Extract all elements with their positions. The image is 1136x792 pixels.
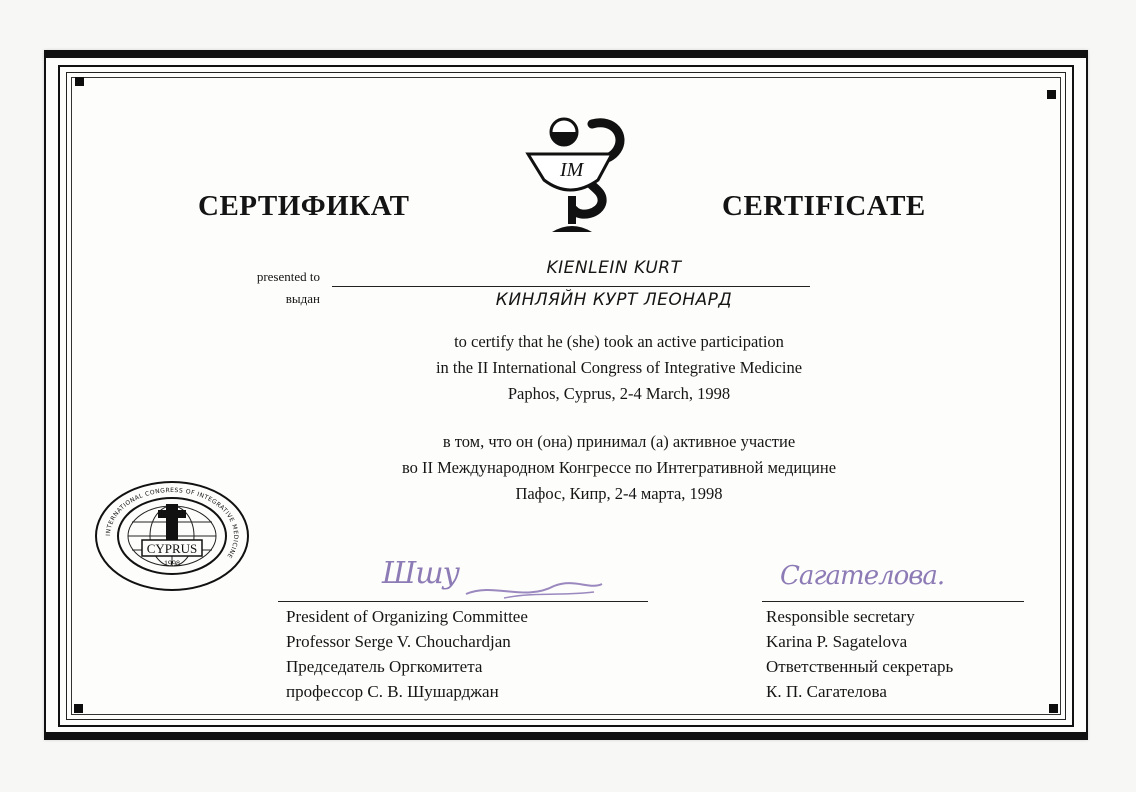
seal-ring-text: INTERNATIONAL CONGRESS OF INTEGRATIVE MEDICINE (104, 486, 240, 560)
recipient-name-en: KIENLEIN KURT (546, 258, 682, 278)
left-edge-line (44, 50, 46, 740)
emblem-text: IM (560, 159, 584, 181)
corner-square-icon (74, 704, 83, 713)
presented-to-label: presented to (256, 269, 320, 284)
signatory-line: профессор С. В. Шушарджан (286, 682, 499, 701)
congress-seal (92, 478, 252, 594)
text-line: to certify that he (she) took an active participation (454, 332, 784, 351)
signature-flourish-icon (464, 572, 604, 602)
certificate-paper (44, 50, 1088, 740)
top-edge-bar (44, 50, 1088, 58)
recipient-underline (332, 286, 810, 287)
corner-square-icon (1049, 704, 1058, 713)
signatory-line: Responsible secretary (766, 607, 915, 626)
certification-text-en (334, 329, 904, 407)
title-en: CERTIFICATE (722, 190, 926, 222)
president-signature-line (278, 601, 648, 602)
text-line: in the II International Congress of Integrative Medicine (435, 358, 803, 377)
right-edge-line (1086, 50, 1088, 740)
title-ru: СЕРТИФИКАТ (198, 190, 410, 222)
secretary-signature-line (762, 601, 1024, 602)
text-line: во II Международном Конгрессе по Интегративной медицине (401, 458, 837, 477)
seal-year: 1998 (164, 559, 180, 568)
globe-seal-icon (92, 478, 252, 594)
secretary-block (766, 604, 953, 704)
president-block (286, 604, 528, 704)
recipient-name-ru: КИНЛЯЙН КУРТ ЛЕОНАРД (495, 290, 733, 310)
signatory-line: Председатель Оргкомитета (286, 657, 483, 676)
bowl-of-hygieia-icon (522, 114, 642, 238)
seal-center-text: CYPRUS (146, 541, 198, 556)
text-line: в том, что он (она) принимал (а) активное участие (442, 432, 796, 451)
signatory-line: Professor Serge V. Chouchardjan (286, 632, 511, 651)
signatory-line: Karina P. Sagatelova (766, 632, 908, 651)
signatory-line: Ответственный секретарь (766, 657, 954, 676)
corner-square-icon (1047, 90, 1056, 99)
signatory-line: К. П. Сагателова (766, 682, 887, 701)
bottom-edge-bar (44, 732, 1088, 740)
secretary-signature: Сагателова. (780, 561, 945, 591)
signatory-line: President of Organizing Committee (286, 607, 528, 626)
corner-square-icon (75, 77, 84, 86)
issued-to-label: выдан (285, 291, 320, 306)
certification-text-ru (334, 429, 904, 507)
president-signature: Шшу (382, 556, 460, 591)
text-line: Пафос, Кипр, 2-4 марта, 1998 (515, 484, 723, 503)
text-line: Paphos, Cyprus, 2-4 March, 1998 (507, 384, 731, 403)
